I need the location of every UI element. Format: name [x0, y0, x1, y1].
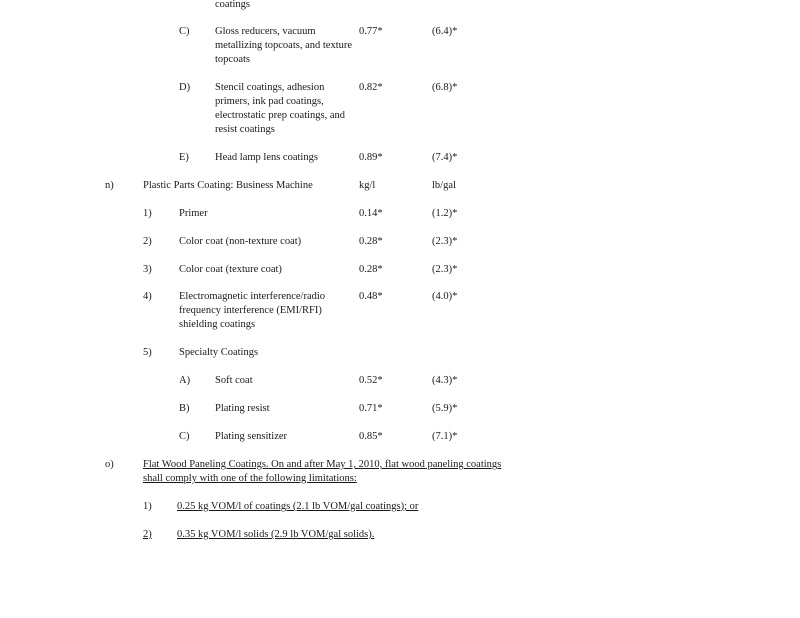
- item-letter: D): [179, 82, 191, 93]
- item-lb-gal-value: (4.3)*: [432, 375, 458, 386]
- item-description: Electromagnetic interference/radio frequency interference (EMI/RFI) shielding coatings: [179, 291, 326, 330]
- section-label: n): [105, 180, 114, 191]
- continued-description-fragment: coatings: [215, 0, 250, 10]
- limitation-text: 0.35 kg VOM/l solids (2.9 lb VOM/gal solids).: [177, 529, 375, 540]
- item-number: 4): [143, 291, 152, 302]
- item-lb-gal-value: (6.4)*: [432, 26, 458, 37]
- subsection-title: Specialty Coatings: [179, 347, 259, 358]
- item-description: Color coat (non-texture coat): [179, 236, 302, 247]
- section-paragraph: [143, 458, 523, 486]
- item-kg-l-value: 0.14*: [359, 208, 383, 219]
- section-title: Plastic Parts Coating: Business Machine: [143, 180, 313, 191]
- item-letter: E): [179, 152, 189, 163]
- item-kg-l-value: 0.77*: [359, 26, 383, 37]
- item-description: Primer: [179, 208, 208, 219]
- item-description: Color coat (texture coat): [179, 264, 282, 275]
- item-number: 1): [143, 208, 152, 219]
- item-lb-gal-value: (6.8)*: [432, 82, 458, 93]
- item-lb-gal-value: (4.0)*: [432, 291, 458, 302]
- unit-lb-gal-header: lb/gal: [432, 180, 456, 191]
- section-label: o): [105, 459, 114, 470]
- item-description: Soft coat: [215, 375, 253, 386]
- item-lb-gal-value: (2.3)*: [432, 236, 458, 247]
- item-number: 2): [143, 529, 152, 540]
- item-kg-l-value: 0.85*: [359, 431, 383, 442]
- item-number: 5): [143, 347, 152, 358]
- item-letter: C): [179, 26, 190, 37]
- item-lb-gal-value: (1.2)*: [432, 208, 458, 219]
- section-title: Flat Wood Paneling Coatings.: [143, 459, 269, 470]
- item-kg-l-value: 0.28*: [359, 236, 383, 247]
- item-description: Head lamp lens coatings: [215, 152, 318, 163]
- item-lb-gal-value: (2.3)*: [432, 264, 458, 275]
- item-kg-l-value: 0.82*: [359, 82, 383, 93]
- item-lb-gal-value: (5.9)*: [432, 403, 458, 414]
- unit-kg-l-header: kg/l: [359, 180, 376, 191]
- item-lb-gal-value: (7.4)*: [432, 152, 458, 163]
- item-description: Stencil coatings, adhesion primers, ink pad coatings, electrostatic prep coatings, and resist coatings: [215, 82, 346, 135]
- item-description: Plating sensitizer: [215, 431, 288, 442]
- limitation-text: 0.25 kg VOM/l of coatings (2.1 lb VOM/gal coatings); or: [177, 501, 419, 512]
- item-description: Plating resist: [215, 403, 270, 414]
- item-number: 3): [143, 264, 152, 275]
- item-letter: A): [179, 375, 191, 386]
- item-description: Gloss reducers, vacuum metallizing topcoats, and texture topcoats: [215, 26, 353, 65]
- item-kg-l-value: 0.89*: [359, 152, 383, 163]
- item-letter: B): [179, 403, 190, 414]
- item-kg-l-value: 0.71*: [359, 403, 383, 414]
- item-kg-l-value: 0.52*: [359, 375, 383, 386]
- item-kg-l-value: 0.48*: [359, 291, 383, 302]
- section-intro: On and after May 1, 2010, flat wood paneling coatings shall comply with one of the following limitations:: [143, 459, 502, 484]
- item-number: 1): [143, 501, 152, 512]
- item-lb-gal-value: (7.1)*: [432, 431, 458, 442]
- item-kg-l-value: 0.28*: [359, 264, 383, 275]
- item-number: 2): [143, 236, 152, 247]
- item-letter: C): [179, 431, 190, 442]
